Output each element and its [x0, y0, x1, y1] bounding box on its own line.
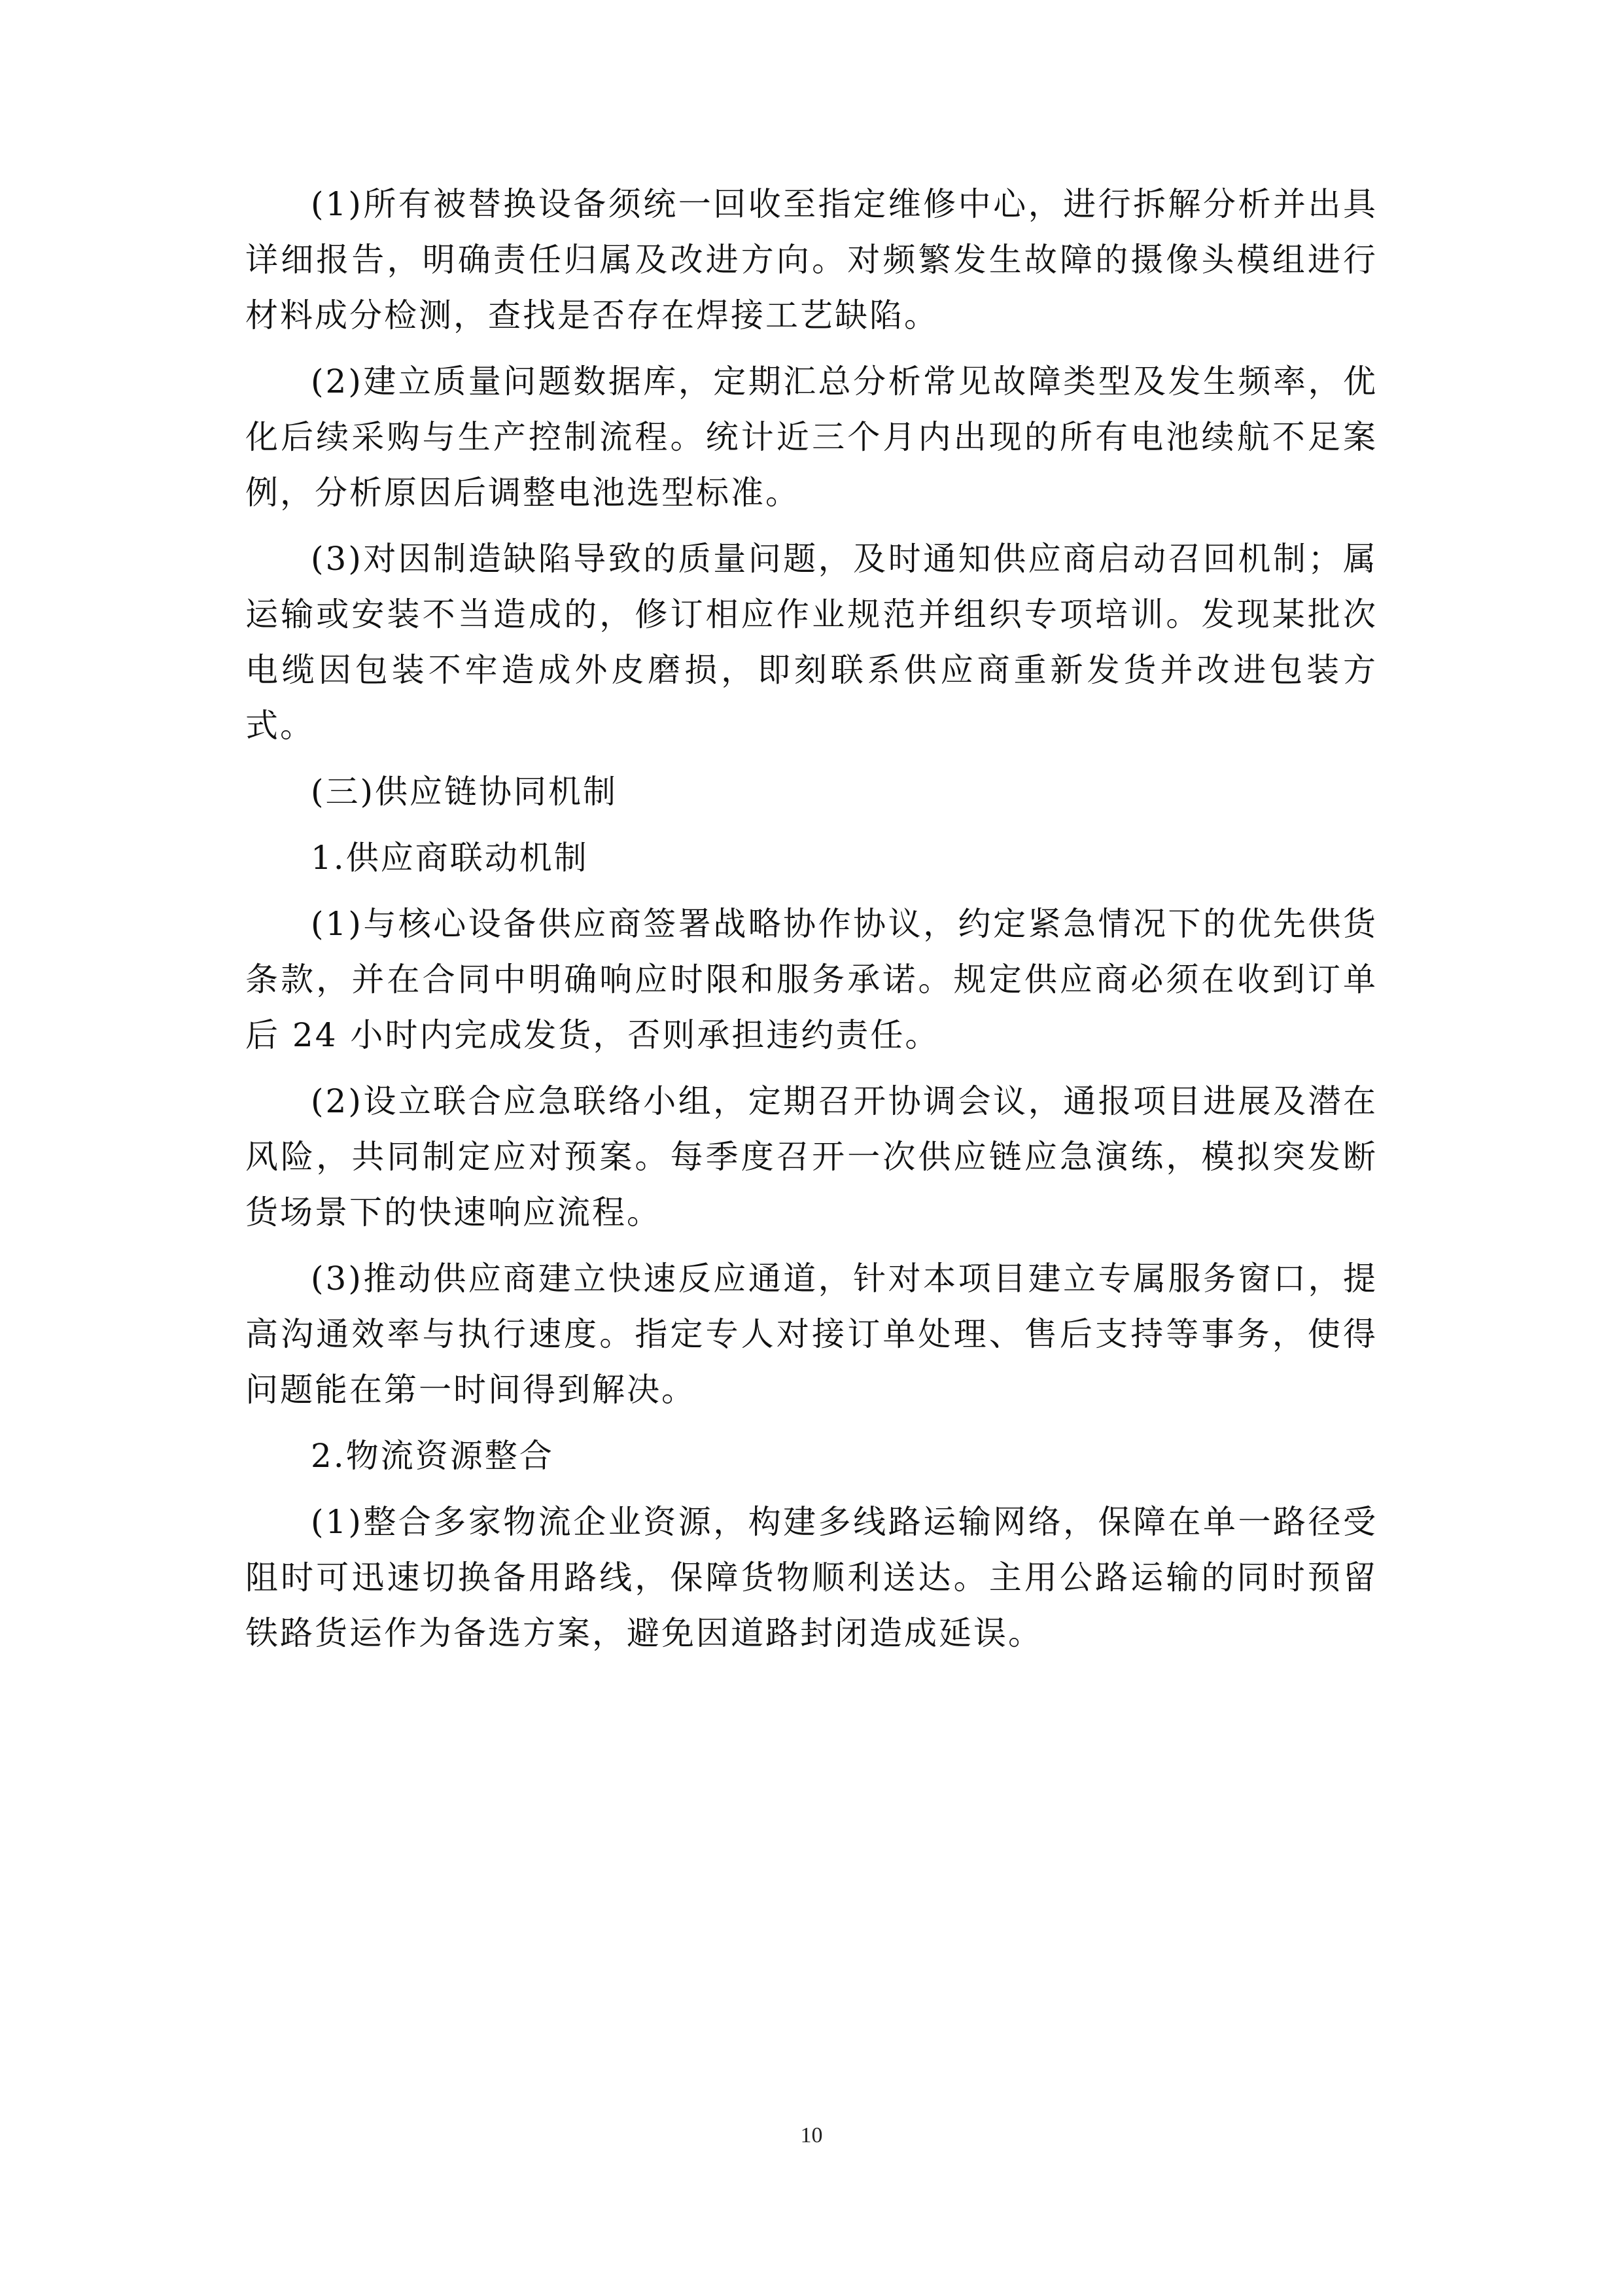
document-body [245, 177, 1378, 1661]
paragraph-logistics-network: (1)整合多家物流企业资源，构建多线路运输网络，保障在单一路径受阻时可迅速切换备用路线，保障货物顺利送达。主用公路运输的同时预留铁路货运作为备选方案，避免因道路封闭造成延误。 [245, 1503, 1378, 1652]
paragraph-emergency-group: (2)设立联合应急联络小组，定期召开协调会议，通报项目进展及潜在风险，共同制定应对预案。每季度召开一次供应链应急演练，模拟突发断货场景下的快速响应流程。 [245, 1082, 1378, 1231]
paragraph-strategic-agreement: (1)与核心设备供应商签署战略协作协议，约定紧急情况下的优先供货条款，并在合同中明确响应时限和服务承诺。规定供应商必须在收到订单后 24 小时内完成发货，否则承担违约责任。 [245, 905, 1378, 1054]
page-number: 10 [800, 2123, 823, 2147]
paragraph-quality-database: (2)建立质量问题数据库，定期汇总分析常见故障类型及发生频率，优化后续采购与生产控制流程。统计近三个月内出现的所有电池续航不足案例，分析原因后调整电池选型标准。 [245, 362, 1378, 512]
subsection-heading-supplier-linkage: 1.供应商联动机制 [311, 839, 589, 877]
subsection-heading-logistics: 2.物流资源整合 [311, 1437, 554, 1475]
paragraph-recall-mechanism: (3)对因制造缺陷导致的质量问题，及时通知供应商启动召回机制；属运输或安装不当造成的，修订相应作业规范并组织专项培训。发现某批次电缆因包装不牢造成外皮磨损，即刻联系供应商重新发货并改进包装方式。 [245, 540, 1378, 745]
section-heading-supply-chain: (三)供应链协同机制 [311, 773, 618, 811]
paragraph-fast-response-channel: (3)推动供应商建立快速反应通道，针对本项目建立专属服务窗口，提高沟通效率与执行速度。指定专人对接订单处理、售后支持等事务，使得问题能在第一时间得到解决。 [245, 1260, 1378, 1409]
paragraph-recycling-analysis: (1)所有被替换设备须统一回收至指定维修中心，进行拆解分析并出具详细报告，明确责任归属及改进方向。对频繁发生故障的摄像头模组进行材料成分检测，查找是否存在焊接工艺缺陷。 [245, 185, 1378, 334]
